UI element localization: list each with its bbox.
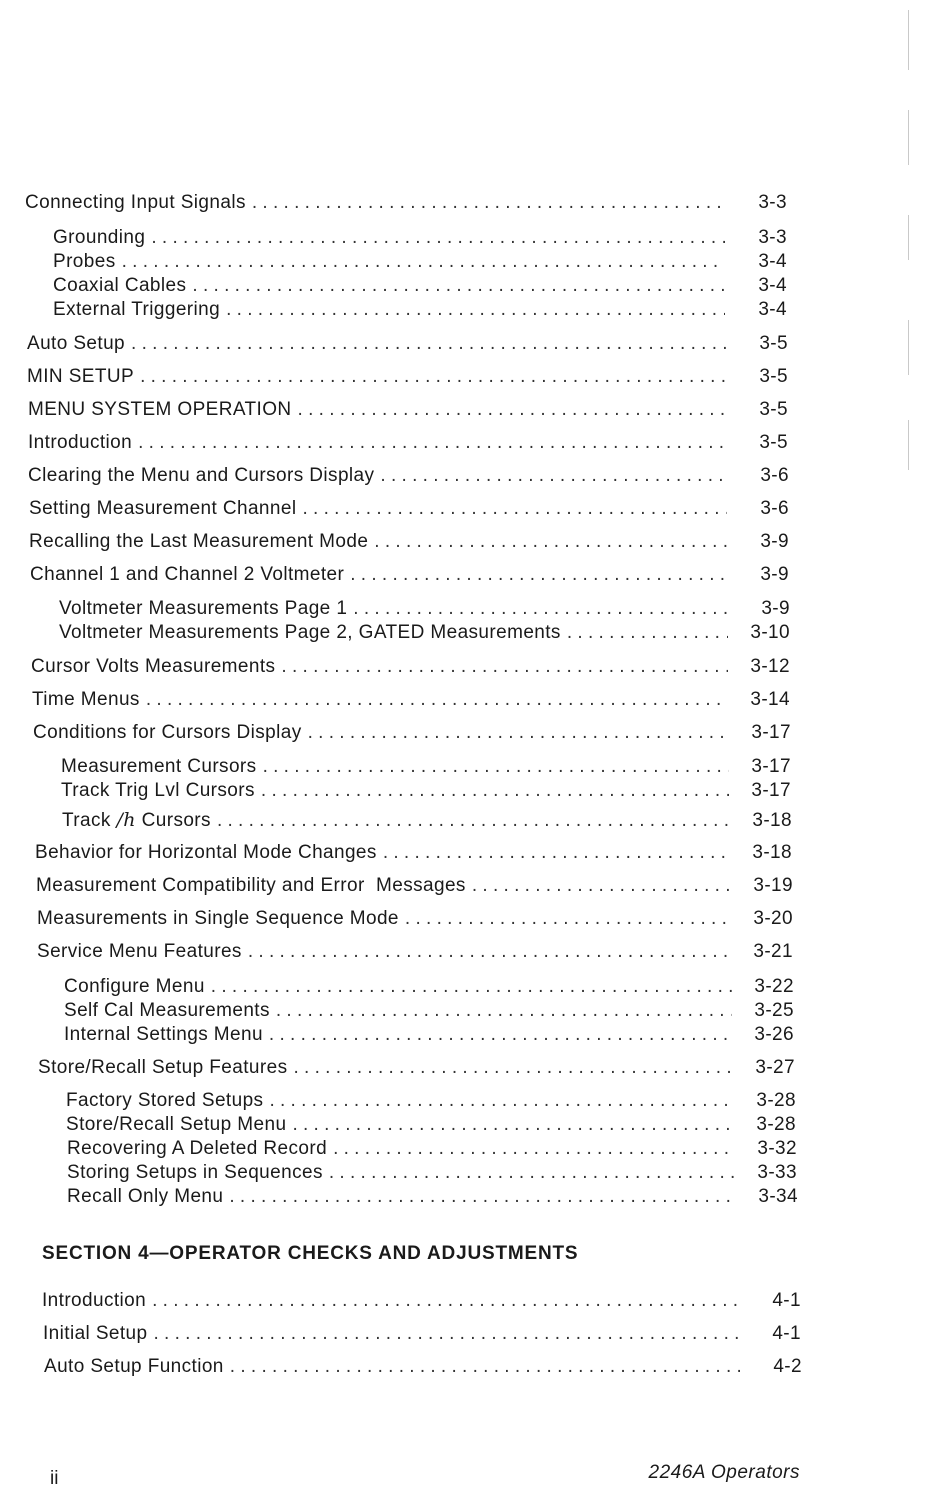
toc-entry <box>29 498 789 522</box>
toc-entry-page: 3-18 <box>752 810 792 831</box>
toc-entry-label: Auto Setup <box>27 333 126 354</box>
dot-leader <box>138 432 726 454</box>
toc-entry-label-after: Cursors <box>141 810 211 831</box>
toc-entry <box>44 1356 802 1380</box>
section-heading: SECTION 4—OPERATOR CHECKS AND ADJUSTMENTS <box>42 1243 579 1264</box>
toc-entry-label: Factory Stored Setups <box>66 1090 264 1111</box>
dot-leader <box>140 366 726 388</box>
toc-entry <box>67 1162 797 1186</box>
toc-entry-label: Store/Recall Setup Menu <box>66 1114 287 1135</box>
toc-entry-label: Setting Measurement Channel <box>29 498 297 519</box>
dot-leader <box>248 941 731 963</box>
dot-leader <box>374 531 727 553</box>
toc-entry-label-before: Track <box>62 810 111 831</box>
toc-entry-page: 4-1 <box>772 1323 801 1344</box>
toc-entry-label: Coaxial Cables <box>53 275 187 296</box>
toc-entry-label: Service Menu Features <box>37 941 242 962</box>
page-number: ii <box>50 1468 59 1489</box>
dot-leader <box>192 275 725 297</box>
dot-leader <box>131 333 726 355</box>
toc-entry <box>66 1114 796 1138</box>
toc-entry <box>33 722 791 746</box>
toc-entry-label: MENU SYSTEM OPERATION <box>28 399 292 420</box>
scan-edge-mark <box>908 320 909 375</box>
toc-entry-label: MIN SETUP <box>27 366 135 387</box>
toc-entry <box>31 656 790 680</box>
toc-entry-label: Store/Recall Setup Features <box>38 1057 288 1078</box>
toc-entry-label: Probes <box>53 251 116 272</box>
toc-entry-page: 3-27 <box>755 1057 795 1078</box>
toc-entry-label: Introduction <box>28 432 133 453</box>
dot-leader <box>380 465 727 487</box>
toc-entry-page: 3-3 <box>758 192 787 213</box>
toc-entry-page: 3-9 <box>760 564 789 585</box>
toc-entry <box>67 1186 798 1210</box>
toc-entry-page: 3-22 <box>754 976 794 997</box>
toc-entry <box>38 1057 795 1081</box>
toc-entry-label: Configure Menu <box>64 976 205 997</box>
scan-edge-mark <box>908 110 909 165</box>
toc-entry-page: 4-2 <box>773 1356 802 1377</box>
toc-entry <box>28 399 788 423</box>
toc-entry-label: Time Menus <box>32 689 140 710</box>
toc-entry-label: Recall Only Menu <box>67 1186 224 1207</box>
toc-entry-label: Measurements in Single Sequence Mode <box>37 908 399 929</box>
toc-entry <box>64 1024 794 1048</box>
toc-entry-page: 3-5 <box>759 432 788 453</box>
toc-entry <box>28 432 788 456</box>
toc-entry-label: Self Cal Measurements <box>64 1000 270 1021</box>
toc-entry <box>62 809 792 833</box>
toc-entry-page: 3-4 <box>758 275 787 296</box>
dot-leader <box>229 1186 736 1208</box>
dot-leader <box>146 689 728 711</box>
delta-h-symbol: /h <box>116 809 136 831</box>
toc-entry-page: 3-19 <box>753 875 793 896</box>
toc-entry-label: External Triggering <box>53 299 221 320</box>
dot-leader <box>152 1290 739 1312</box>
toc-entry-page: 3-12 <box>750 656 790 677</box>
toc-entry-label: Measurement Compatibility and Error Messages <box>36 875 466 896</box>
toc-entry <box>64 1000 794 1024</box>
toc-entry-label: Measurement Cursors <box>61 756 257 777</box>
toc-entry-page: 3-21 <box>753 941 793 962</box>
toc-entry-page: 3-4 <box>758 251 787 272</box>
document-title: 2246A Operators <box>648 1462 800 1483</box>
toc-entry <box>28 465 789 489</box>
toc-entry-page: 3-3 <box>758 227 787 248</box>
toc-entry-page: 3-5 <box>759 333 788 354</box>
toc-entry-label: Grounding <box>53 227 146 248</box>
dot-leader <box>154 1323 740 1345</box>
toc-entry-page: 3-10 <box>750 622 790 643</box>
toc-entry-label: Initial Setup <box>43 1323 148 1344</box>
scan-edge-mark <box>908 215 909 260</box>
toc-entry <box>27 366 788 390</box>
toc-entry <box>25 192 787 216</box>
toc-entry <box>64 976 794 1000</box>
toc-entry-label: Voltmeter Measurements Page 2, GATED Measurements <box>59 622 561 643</box>
dot-leader <box>567 622 728 644</box>
toc-entry <box>53 299 787 323</box>
toc-entry <box>59 622 790 646</box>
toc-entry-label: Clearing the Menu and Cursors Display <box>28 465 375 486</box>
dot-leader <box>353 598 728 620</box>
toc-entry <box>36 875 793 899</box>
toc-entry <box>43 1323 801 1347</box>
toc-entry-label: Internal Settings Menu <box>64 1024 263 1045</box>
toc-entry <box>42 1290 801 1314</box>
toc-entry-page: 3-9 <box>761 598 790 619</box>
dot-leader <box>252 192 725 214</box>
toc-entry-label: Voltmeter Measurements Page 1 <box>59 598 348 619</box>
toc-entry-page: 3-32 <box>757 1138 797 1159</box>
dot-leader <box>226 299 725 321</box>
toc-entry <box>37 908 793 932</box>
toc-entry-page: 3-33 <box>757 1162 797 1183</box>
toc-entry-label: Behavior for Horizontal Mode Changes <box>35 842 377 863</box>
toc-entry-page: 3-14 <box>750 689 790 710</box>
toc-entry <box>27 333 788 357</box>
toc-entry-label: Track Trig Lvl Cursors <box>61 780 255 801</box>
toc-entry-label: Channel 1 and Channel 2 Voltmeter <box>30 564 345 585</box>
toc-entry <box>37 941 793 965</box>
dot-leader <box>302 498 727 520</box>
dot-leader <box>308 722 729 744</box>
toc-entry-label: Conditions for Cursors Display <box>33 722 302 743</box>
dot-leader <box>472 875 731 897</box>
toc-entry-page: 3-17 <box>751 780 791 801</box>
dot-leader <box>217 810 730 832</box>
toc-entry <box>35 842 792 866</box>
toc-entry <box>59 598 790 622</box>
toc-entry-label: Cursor Volts Measurements <box>31 656 276 677</box>
toc-entry-label: Auto Setup Function <box>44 1356 224 1377</box>
dot-leader <box>292 1114 734 1136</box>
dot-leader <box>281 656 728 678</box>
toc-entry-page: 3-28 <box>756 1114 796 1135</box>
dot-leader <box>211 976 732 998</box>
toc-entry <box>53 227 787 251</box>
dot-leader <box>269 1024 732 1046</box>
toc-entry-page: 4-1 <box>772 1290 801 1311</box>
toc-entry <box>29 531 789 555</box>
toc-entry-page: 3-20 <box>753 908 793 929</box>
scan-edge-mark <box>908 420 909 470</box>
dot-leader <box>263 756 729 778</box>
toc-entry <box>61 756 791 780</box>
toc-entry-page: 3-25 <box>754 1000 794 1021</box>
dot-leader <box>151 227 725 249</box>
toc-entry-label: Recalling the Last Measurement Mode <box>29 531 369 552</box>
dot-leader <box>230 1356 740 1378</box>
toc-entry-page: 3-17 <box>751 756 791 777</box>
dot-leader <box>298 399 726 421</box>
toc-entry-page: 3-28 <box>756 1090 796 1111</box>
dot-leader <box>383 842 730 864</box>
toc-entry <box>61 780 791 804</box>
scan-edge-mark <box>908 10 909 70</box>
toc-entry-label <box>62 809 211 832</box>
dot-leader <box>329 1162 735 1184</box>
toc-entry-label: Recovering A Deleted Record <box>67 1138 328 1159</box>
dot-leader <box>261 780 729 802</box>
dot-leader <box>269 1090 734 1112</box>
dot-leader <box>405 908 731 930</box>
toc-entry-page: 3-6 <box>760 498 789 519</box>
toc-entry-page: 3-4 <box>758 299 787 320</box>
toc-entry <box>32 689 790 713</box>
toc-entry <box>30 564 789 588</box>
dot-leader <box>276 1000 732 1022</box>
dot-leader <box>293 1057 733 1079</box>
toc-entry-page: 3-9 <box>760 531 789 552</box>
toc-entry-label: Connecting Input Signals <box>25 192 246 213</box>
toc-entry-page: 3-17 <box>751 722 791 743</box>
toc-entry-page: 3-18 <box>752 842 792 863</box>
dot-leader <box>122 251 725 273</box>
toc-entry-page: 3-5 <box>759 399 788 420</box>
toc-entry-page: 3-26 <box>754 1024 794 1045</box>
dot-leader <box>333 1138 735 1160</box>
dot-leader <box>350 564 727 586</box>
toc-entry <box>53 275 787 299</box>
toc-entry-page: 3-5 <box>759 366 788 387</box>
toc-entry <box>66 1090 796 1114</box>
toc-entry-label: Storing Setups in Sequences <box>67 1162 323 1183</box>
toc-entry-page: 3-6 <box>760 465 789 486</box>
toc-entry-page: 3-34 <box>758 1186 798 1207</box>
toc-entry <box>53 251 787 275</box>
toc-entry-label: Introduction <box>42 1290 147 1311</box>
toc-entry <box>67 1138 797 1162</box>
